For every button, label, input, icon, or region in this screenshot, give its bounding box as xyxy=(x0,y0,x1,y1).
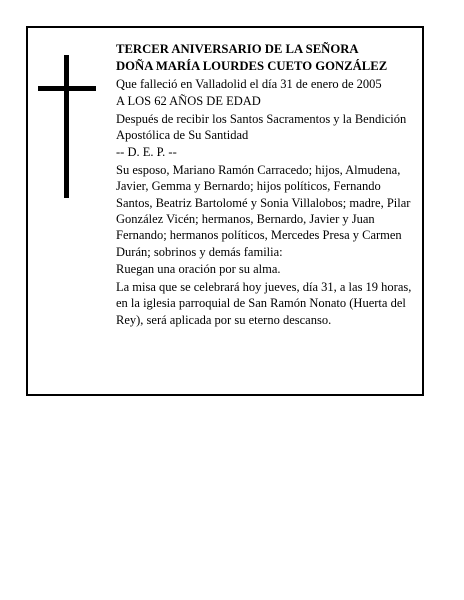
cross-vertical-bar xyxy=(64,55,69,198)
obituary-notice xyxy=(26,26,424,396)
notice-headline-name: DOÑA MARÍA LOURDES CUETO GONZÁLEZ xyxy=(116,59,388,74)
notice-text xyxy=(116,41,418,329)
notice-headline-anniversary: TERCER ANIVERSARIO DE LA SEÑORA xyxy=(116,42,359,56)
cross-icon xyxy=(38,55,96,198)
cross-horizontal-bar xyxy=(38,86,96,91)
family-list: Su esposo, Mariano Ramón Carracedo; hijos, Almudena, Javier, Gemma y Bernardo; hijos políticos, Fernando Santos, Beatriz Bartolomé y Sonia Villalobos; madre, Pilar González Vicén; hermanos, Bernardo, Javier y Juan Fernando; hermanos políticos, Mercedes Presa y Carmen Durán; sobrinos y demás familia: xyxy=(116,162,411,259)
sacraments-info: Después de recibir los Santos Sacramentos y la Bendición Apostólica de Su Santidad xyxy=(116,111,407,143)
prayer-request: Ruegan una oración por su alma. xyxy=(116,262,281,277)
age-info: A LOS 62 AÑOS DE EDAD xyxy=(116,94,261,109)
death-info: Que falleció en Valladolid el día 31 de enero de 2005 xyxy=(116,76,382,91)
rip-text: -- D. E. P. -- xyxy=(116,145,177,160)
mass-info: La misa que se celebrará hoy jueves, día 31, a las 19 horas, en la iglesia parroquial de San Ramón Nonato (Huerta del Rey), será aplicada por su eterno descanso. xyxy=(116,279,412,327)
